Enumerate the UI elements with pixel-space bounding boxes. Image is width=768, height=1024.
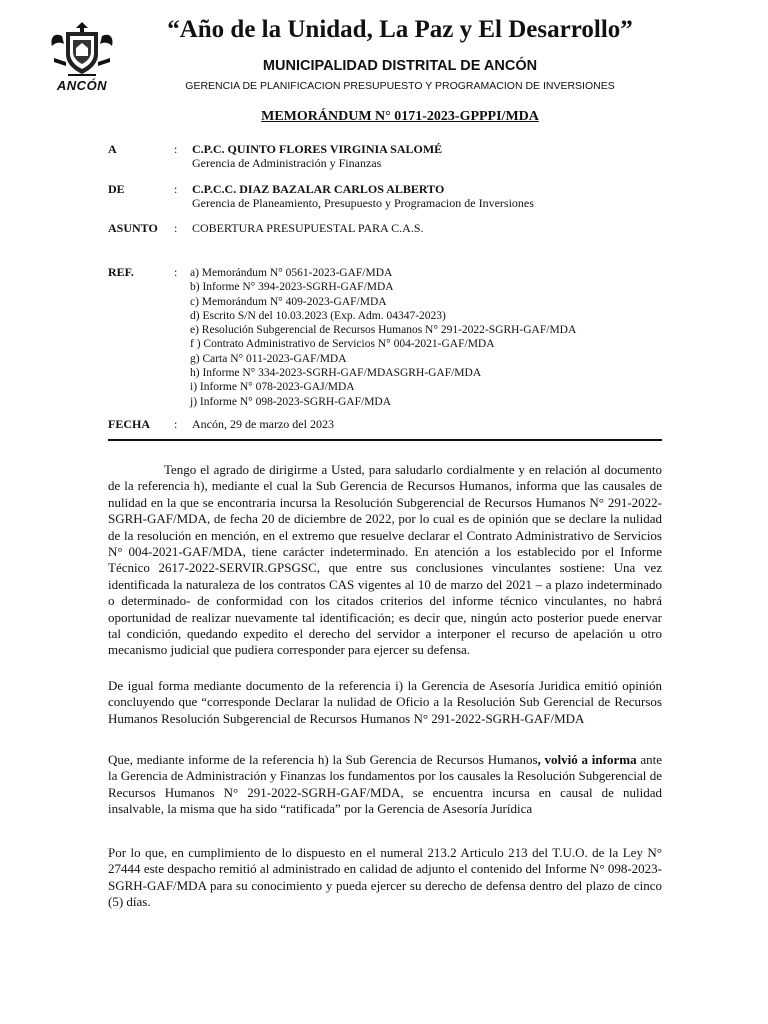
from-label: DE bbox=[108, 182, 125, 196]
reference-list bbox=[190, 266, 576, 409]
list-item: i) Informe N° 078-2023-GAJ/MDA bbox=[190, 381, 355, 394]
header-divider bbox=[108, 439, 662, 441]
municipality-name: MUNICIPALIDAD DISTRITAL DE ANCÓN bbox=[262, 58, 538, 74]
paragraph-3-bold: , volvió a informa bbox=[537, 752, 637, 767]
list-item: c) Memorándum N° 409-2023-GAF/MDA bbox=[190, 295, 387, 308]
subject-label: ASUNTO bbox=[108, 221, 158, 235]
logo-wordmark: ANCÓN bbox=[56, 78, 108, 93]
colon: : bbox=[174, 417, 178, 431]
ref-label: REF. bbox=[108, 265, 134, 279]
year-motto: “Año de la Unidad, La Paz y El Desarrollo” bbox=[167, 16, 633, 43]
paragraph-3-text-b: ante la Gerencia de Administración y Finanzas los fundamentos por los causales la Resolución Subgerencial de Recursos Humanos N° 291-2022-SGRH-GAF/MDA, se encuentra incursa en causal de nulidad insalvable, la misma que ha sido “ratificada” por la Gerencia de Asesoría Jurídica bbox=[108, 752, 662, 817]
list-item: a) Memorándum N° 0561-2023-GAF/MDA bbox=[190, 267, 393, 279]
to-name: C.P.C. QUINTO FLORES VIRGINIA SALOMÉ bbox=[192, 142, 443, 156]
list-item: h) Informe N° 334-2023-SGRH-GAF/MDASGRH-GAF/MDA bbox=[190, 367, 482, 380]
list-item: b) Informe N° 394-2023-SGRH-GAF/MDA bbox=[190, 281, 394, 294]
paragraph-1-text: Tengo el agrado de dirigirme a Usted, para saludarlo cordialmente y en relación al documento de la referencia h), mediante el cual la Sub Gerencia de Recursos Humanos, informa que las causales de nulidad en la que se encontraria incursa la Resolución Subgerencial de Recursos Humanos N° 291-2022-SGRH-GAF/MDA, de fecha 20 de diciembre de 2022, por lo cual es de opinión que se declare la nulidad de la resolución en mención, en el extremo que resuelve declarar el Contrato Administrativo de Servicios N° 004-2021-GAF/MDA, tiene carácter indeterminado. En atención a los establecido por el Informe Técnico 2617-2022-SERVIR.GPSGSC, que entre sus conclusiones vinculantes sostiene: Una vez identificada la naturaleza de los contratos CAS vigentes al 10 de marzo del 2021 – a plazo indeterminado o determinado- de conformidad con los citados criterios del informe técnico vinculantes, no habrá oportunidad de realizar nuevamente tal identificación; es decir que, ningún acto posterior puede enervar tal condición, quedando expedito el derecho del servidor a interponer el recurso de apelación u otro mecanismo judicial que pudiera corresponder para ejercer su defensa. bbox=[108, 462, 662, 658]
to-label: A bbox=[108, 142, 117, 156]
list-item: f ) Contrato Administrativo de Servicios N° 004-2021-GAF/MDA bbox=[190, 338, 495, 351]
date-value: Ancón, 29 de marzo del 2023 bbox=[192, 417, 334, 431]
list-item: d) Escrito S/N del 10.03.2023 (Exp. Adm. 04347-2023) bbox=[190, 309, 446, 322]
to-value bbox=[192, 142, 442, 170]
paragraph-4: Por lo que, en cumplimiento de lo dispuesto en el numeral 213.2 Articulo 213 del T.U.O. de la Ley N° 27444 este despacho remitió al administrado en calidad de adjunto el contenido del Informe N° 098-2023-SGRH-GAF/MDA para su conocimiento y pueda ejercer su derecho de defensa dentro del plazo de cinco (5) días. bbox=[108, 845, 662, 910]
department-name: GERENCIA DE PLANIFICACION PRESUPUESTO Y PROGRAMACION DE INVERSIONES bbox=[185, 80, 615, 92]
from-name: C.P.C.C. DIAZ BAZALAR CARLOS ALBERTO bbox=[192, 182, 445, 196]
coat-of-arms-icon bbox=[46, 18, 118, 80]
list-item: j) Informe N° 098-2023-SGRH-GAF/MDA bbox=[190, 395, 392, 408]
paragraph-3-text-a: Que, mediante informe de la referencia h) la Sub Gerencia de Recursos Humanos bbox=[108, 752, 538, 767]
paragraph-2: De igual forma mediante documento de la referencia i) la Gerencia de Asesoría Juridica emitió opinión concluyendo que “corresponde Declarar la nulidad de Oficio a la Resolución Sub Gerencial de Recursos Humanos Resolución Subgerencial de Recursos Humanos N° 291-2022-SGRH-GAF/MDA bbox=[108, 678, 662, 726]
colon: : bbox=[174, 221, 178, 235]
colon: : bbox=[174, 265, 178, 279]
colon: : bbox=[174, 182, 178, 196]
colon: : bbox=[174, 142, 178, 156]
date-label: FECHA bbox=[108, 417, 150, 431]
municipal-logo bbox=[46, 18, 118, 92]
paragraph-3 bbox=[108, 752, 662, 818]
memo-title: MEMORÁNDUM N° 0171-2023-GPPPI/MDA bbox=[261, 109, 539, 124]
to-office: Gerencia de Administración y Finanzas bbox=[192, 156, 382, 170]
from-office: Gerencia de Planeamiento, Presupuesto y Programacion de Inversiones bbox=[192, 196, 534, 210]
subject-value: COBERTURA PRESUPUESTAL PARA C.A.S. bbox=[192, 221, 424, 235]
list-item: g) Carta N° 011-2023-GAF/MDA bbox=[190, 352, 347, 365]
from-value bbox=[192, 182, 534, 210]
paragraph-1 bbox=[108, 462, 662, 659]
list-item: e) Resolución Subgerencial de Recursos Humanos N° 291-2022-SGRH-GAF/MDA bbox=[190, 324, 577, 337]
